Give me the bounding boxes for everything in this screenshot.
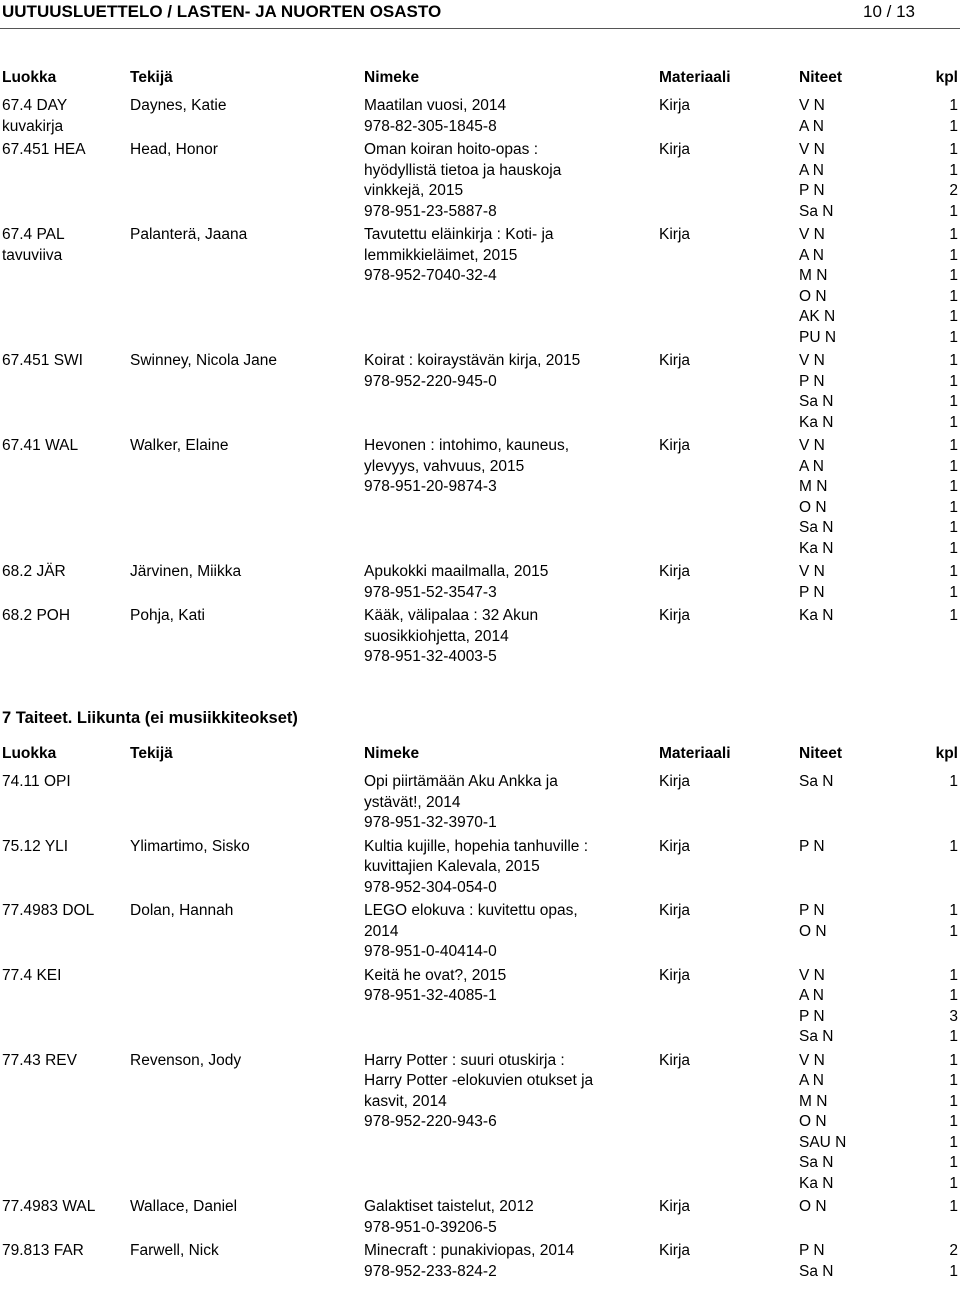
location-code: A N <box>799 1072 824 1089</box>
copies-count <box>880 772 958 793</box>
copy-count: 1 <box>949 607 958 624</box>
author <box>130 1241 360 1262</box>
location-code: P N <box>799 1007 825 1025</box>
location-code: M N <box>799 267 828 284</box>
page-title: UUTUUSLUETTELO / LASTEN- JA NUORTEN OSASTO <box>2 2 442 21</box>
author-line: Swinney, Nicola Jane <box>130 352 278 369</box>
catalog-entry <box>0 1197 960 1238</box>
column-header-tekija: Tekijä <box>130 69 173 86</box>
copies-count <box>880 96 958 137</box>
class-code-line: 79.813 FAR <box>2 1242 84 1259</box>
title-line: 978-951-0-40414-0 <box>364 943 497 960</box>
title <box>364 606 654 668</box>
author-line: Järvinen, Miikka <box>130 563 242 580</box>
class-code-line: 77.43 REV <box>2 1051 77 1069</box>
class-code <box>2 901 127 922</box>
copy-count: 2 <box>949 182 958 199</box>
title-line: 978-82-305-1845-8 <box>364 117 497 135</box>
author-line: Walker, Elaine <box>130 437 229 454</box>
copy-count: 1 <box>949 1154 958 1171</box>
material-type: Kirja <box>659 226 691 243</box>
author-line: Wallace, Daniel <box>130 1198 238 1215</box>
title <box>364 966 654 1007</box>
copy-count: 1 <box>949 226 958 243</box>
material <box>659 1197 779 1218</box>
copies-count <box>880 1197 958 1218</box>
author <box>130 351 360 372</box>
copy-count: 1 <box>949 393 958 410</box>
title-line: 978-951-20-9874-3 <box>364 478 497 495</box>
class-code <box>2 1051 127 1072</box>
title-line: vinkkejä, 2015 <box>364 182 464 199</box>
author-line: Head, Honor <box>130 141 218 158</box>
location-code: Sa N <box>799 519 834 536</box>
copy-count: 1 <box>949 539 958 557</box>
material-type: Kirja <box>659 607 691 624</box>
copy-count: 1 <box>949 1092 958 1110</box>
title-line: kasvit, 2014 <box>364 1092 447 1110</box>
class-code-line: 68.2 POH <box>2 607 71 624</box>
author <box>130 1197 360 1218</box>
location-code: O N <box>799 1198 827 1215</box>
title-line: 978-951-52-3547-3 <box>364 583 497 601</box>
author-line: Revenson, Jody <box>130 1051 242 1069</box>
copy-count: 1 <box>949 1133 958 1151</box>
author-line: Farwell, Nick <box>130 1242 219 1259</box>
title-line: 978-952-220-945-0 <box>364 372 497 390</box>
material <box>659 1051 779 1072</box>
copy-count: 1 <box>949 1113 958 1130</box>
copy-count: 1 <box>949 1028 958 1045</box>
material-type: Kirja <box>659 437 691 454</box>
title <box>364 1241 654 1282</box>
class-code-line: 77.4983 DOL <box>2 902 95 919</box>
catalog-entry <box>0 351 960 433</box>
author <box>130 225 360 246</box>
copies-count <box>880 140 958 222</box>
material-type: Kirja <box>659 1198 691 1215</box>
location-code: P N <box>799 372 825 390</box>
material-type: Kirja <box>659 141 691 158</box>
copy-count: 1 <box>949 141 958 158</box>
copy-count: 1 <box>949 478 958 495</box>
class-code <box>2 1241 127 1262</box>
location-code: Sa N <box>799 1154 834 1171</box>
copy-count: 1 <box>949 902 958 919</box>
column-header-luokka: Luokka <box>2 69 57 86</box>
material <box>659 837 779 858</box>
copy-count: 1 <box>949 519 958 536</box>
material <box>659 966 779 987</box>
class-code <box>2 562 127 583</box>
title <box>364 140 654 222</box>
class-code-line: tavuviiva <box>2 246 63 264</box>
copy-count: 1 <box>949 267 958 284</box>
location-code: Sa N <box>799 773 834 790</box>
material <box>659 606 779 627</box>
author <box>130 96 360 117</box>
copy-count: 1 <box>949 413 958 431</box>
copy-count: 1 <box>949 1262 958 1280</box>
material <box>659 1241 779 1262</box>
location-code: Ka N <box>799 1174 834 1192</box>
catalog-entry <box>0 96 960 137</box>
location-code: PU N <box>799 328 837 346</box>
catalog-entry <box>0 1051 960 1195</box>
author <box>130 901 360 922</box>
location-code: Ka N <box>799 607 834 624</box>
location-code: Sa N <box>799 1028 834 1045</box>
author-line: Ylimartimo, Sisko <box>130 837 250 855</box>
class-code <box>2 606 127 627</box>
copy-count: 1 <box>949 563 958 580</box>
class-code-line: kuvakirja <box>2 117 64 135</box>
class-code-line: 74.11 OPI <box>2 773 71 790</box>
title-line: hyödyllistä tietoa ja hauskoja <box>364 161 562 179</box>
copy-count: 1 <box>949 372 958 390</box>
location-code: SAU N <box>799 1133 847 1151</box>
material <box>659 562 779 583</box>
author-line: Daynes, Katie <box>130 97 227 114</box>
section-heading: 7 Taiteet. Liikunta (ei musiikkiteokset) <box>2 709 298 727</box>
title-line: Opi piirtämään Aku Ankka ja <box>364 773 558 790</box>
title-line: 2014 <box>364 922 399 940</box>
title-line: Kääk, välipalaa : 32 Akun <box>364 607 539 624</box>
column-header-niteet: Niteet <box>799 745 843 762</box>
location-code: M N <box>799 1092 828 1110</box>
location-code: O N <box>799 498 827 516</box>
column-header-materiaali: Materiaali <box>659 69 731 86</box>
title <box>364 772 654 834</box>
class-code <box>2 966 127 987</box>
title-line: LEGO elokuva : kuvitettu opas, <box>364 902 578 919</box>
location-code: A N <box>799 457 824 475</box>
copy-count: 1 <box>949 202 958 220</box>
copy-count: 1 <box>949 1051 958 1069</box>
copies-count <box>880 837 958 858</box>
title <box>364 562 654 603</box>
copies-count <box>880 351 958 433</box>
material-type: Kirja <box>659 563 691 580</box>
author <box>130 562 360 583</box>
location-code: V N <box>799 97 825 114</box>
copy-count: 1 <box>949 922 958 940</box>
title <box>364 901 654 963</box>
copies-count <box>880 562 958 603</box>
author <box>130 1051 360 1072</box>
class-code-line: 67.4 PAL <box>2 226 65 243</box>
material <box>659 901 779 922</box>
copy-count: 1 <box>949 352 958 369</box>
copies-count <box>880 966 958 1048</box>
title-line: Harry Potter : suuri otuskirja : <box>364 1051 565 1069</box>
page-header <box>0 0 960 28</box>
author-line: Palanterä, Jaana <box>130 226 248 243</box>
material <box>659 140 779 161</box>
title-line: 978-951-32-4085-1 <box>364 987 497 1004</box>
title-line: 978-952-7040-32-4 <box>364 267 497 284</box>
location-code: A N <box>799 987 824 1004</box>
author <box>130 966 360 987</box>
catalog-entry <box>0 837 960 899</box>
column-header-tekija: Tekijä <box>130 745 173 762</box>
column-header-luokka: Luokka <box>2 745 57 762</box>
class-code <box>2 225 127 266</box>
author <box>130 436 360 457</box>
material-type: Kirja <box>659 97 691 114</box>
author-line <box>130 966 360 987</box>
location-code: A N <box>799 161 824 179</box>
location-code: P N <box>799 182 825 199</box>
location-code: Ka N <box>799 413 834 431</box>
page-number: 10 / 13 <box>863 2 915 21</box>
title-line: Harry Potter -elokuvien otukset ja <box>364 1072 594 1089</box>
title-line: Galaktiset taistelut, 2012 <box>364 1198 534 1215</box>
author <box>130 606 360 627</box>
copy-count: 1 <box>949 308 958 325</box>
title <box>364 96 654 137</box>
title-line: kuvittajien Kalevala, 2015 <box>364 858 540 875</box>
location-code: AK N <box>799 308 836 325</box>
material-type: Kirja <box>659 352 691 369</box>
copies-count <box>880 1051 958 1195</box>
class-code <box>2 772 127 793</box>
class-code-line: 77.4 KEI <box>2 966 62 984</box>
author <box>130 837 360 858</box>
title-line: Keitä he ovat?, 2015 <box>364 966 507 984</box>
copies-count <box>880 1241 958 1282</box>
column-header-kpl: kpl <box>935 69 958 86</box>
title-line: Tavutettu eläinkirja : Koti- ja <box>364 226 554 243</box>
material <box>659 436 779 457</box>
title-line: 978-951-23-5887-8 <box>364 202 497 220</box>
title-line: Maatilan vuosi, 2014 <box>364 97 507 114</box>
table-header-row <box>0 62 960 96</box>
class-code-line: 67.41 WAL <box>2 437 79 454</box>
class-code-line: 77.4983 WAL <box>2 1198 96 1215</box>
title-line: Oman koiran hoito-opas : <box>364 141 539 158</box>
location-code: V N <box>799 141 825 158</box>
class-code-line: 68.2 JÄR <box>2 563 66 580</box>
copy-count: 1 <box>949 117 958 135</box>
material <box>659 351 779 372</box>
column-header-kpl: kpl <box>935 745 958 762</box>
copy-count: 2 <box>949 1242 958 1259</box>
catalog-entry <box>0 901 960 963</box>
location-code: A N <box>799 117 824 135</box>
material-type: Kirja <box>659 837 691 855</box>
material <box>659 96 779 117</box>
title-line: 978-952-304-054-0 <box>364 878 497 896</box>
location-code: P N <box>799 902 825 919</box>
title-line: ystävät!, 2014 <box>364 793 461 811</box>
class-code <box>2 837 127 858</box>
copy-count: 1 <box>949 161 958 179</box>
class-code-line: 67.451 HEA <box>2 141 86 158</box>
title <box>364 436 654 498</box>
column-header-nimeke: Nimeke <box>364 745 420 762</box>
material <box>659 225 779 246</box>
title-line: lemmikkieläimet, 2015 <box>364 246 518 264</box>
catalog-entry <box>0 772 960 834</box>
author-line: Dolan, Hannah <box>130 902 234 919</box>
copies-count <box>880 901 958 942</box>
material-type: Kirja <box>659 773 691 790</box>
catalog-entry <box>0 562 960 603</box>
location-code: V N <box>799 226 825 243</box>
copy-count: 1 <box>949 1174 958 1192</box>
title-line: Minecraft : punakiviopas, 2014 <box>364 1242 575 1259</box>
title-line: Apukokki maailmalla, 2015 <box>364 563 549 580</box>
copy-count: 1 <box>949 97 958 114</box>
title-line: Koirat : koiraystävän kirja, 2015 <box>364 352 581 369</box>
catalog-table <box>0 738 960 1285</box>
title-line: 978-951-32-3970-1 <box>364 814 497 831</box>
copies-count <box>880 436 958 559</box>
location-code: Sa N <box>799 393 834 410</box>
location-code: O N <box>799 1113 827 1130</box>
copy-count: 1 <box>949 246 958 264</box>
location-code: Sa N <box>799 1262 834 1280</box>
copies-count <box>880 606 958 627</box>
copy-count: 1 <box>949 328 958 346</box>
location-code: M N <box>799 478 828 495</box>
catalog-entry <box>0 225 960 348</box>
title-line: 978-951-32-4003-5 <box>364 648 497 665</box>
column-header-nimeke: Nimeke <box>364 69 420 86</box>
location-code: A N <box>799 246 824 264</box>
author <box>130 140 360 161</box>
column-header-niteet: Niteet <box>799 69 843 86</box>
location-code: V N <box>799 966 825 984</box>
material-type: Kirja <box>659 966 691 984</box>
title-line: 978-951-0-39206-5 <box>364 1218 497 1236</box>
class-code-line: 67.451 SWI <box>2 352 83 369</box>
location-code: V N <box>799 437 825 454</box>
copy-count: 3 <box>949 1007 958 1025</box>
title-line: Hevonen : intohimo, kauneus, <box>364 437 570 454</box>
column-header-materiaali: Materiaali <box>659 745 731 762</box>
title-line: suosikkiohjetta, 2014 <box>364 627 509 645</box>
author-line <box>130 772 360 793</box>
header-divider <box>0 28 960 29</box>
catalog-entry <box>0 436 960 559</box>
copy-count: 1 <box>949 987 958 1004</box>
title-line: 978-952-233-824-2 <box>364 1262 497 1280</box>
title <box>364 837 654 899</box>
catalog-entry <box>0 1241 960 1282</box>
location-code: V N <box>799 1051 825 1069</box>
location-code: O N <box>799 287 827 305</box>
class-code <box>2 351 127 372</box>
title-line: ylevyys, vahvuus, 2015 <box>364 457 525 475</box>
title <box>364 351 654 392</box>
catalog-entry <box>0 966 960 1048</box>
location-code: O N <box>799 922 827 940</box>
copy-count: 1 <box>949 583 958 601</box>
title <box>364 1197 654 1238</box>
material-type: Kirja <box>659 1242 691 1259</box>
location-code: P N <box>799 837 825 855</box>
copy-count: 1 <box>949 837 958 855</box>
author <box>130 772 360 793</box>
location-code: P N <box>799 583 825 601</box>
catalog-entry <box>0 606 960 668</box>
copies-count <box>880 225 958 348</box>
title <box>364 1051 654 1133</box>
title-line: Kultia kujille, hopehia tanhuville : <box>364 837 589 855</box>
class-code <box>2 140 127 161</box>
class-code <box>2 96 127 137</box>
location-code: P N <box>799 1242 825 1259</box>
copy-count: 1 <box>949 966 958 984</box>
title-line: 978-952-220-943-6 <box>364 1113 497 1130</box>
class-code-line: 67.4 DAY <box>2 97 68 114</box>
copy-count: 1 <box>949 498 958 516</box>
class-code-line: 75.12 YLI <box>2 837 69 855</box>
copy-count: 1 <box>949 437 958 454</box>
table-header-row <box>0 738 960 772</box>
copy-count: 1 <box>949 457 958 475</box>
class-code <box>2 1197 127 1218</box>
catalog-entry <box>0 140 960 222</box>
title <box>364 225 654 287</box>
author-line: Pohja, Kati <box>130 607 205 624</box>
location-code: Ka N <box>799 539 834 557</box>
copy-count: 1 <box>949 1198 958 1215</box>
location-code: V N <box>799 563 825 580</box>
material <box>659 772 779 793</box>
class-code <box>2 436 127 457</box>
location-code: V N <box>799 352 825 369</box>
copy-count: 1 <box>949 287 958 305</box>
catalog-table <box>0 62 960 671</box>
copy-count: 1 <box>949 1072 958 1089</box>
material-type: Kirja <box>659 902 691 919</box>
location-code: Sa N <box>799 202 834 220</box>
copy-count: 1 <box>949 773 958 790</box>
material-type: Kirja <box>659 1051 691 1069</box>
